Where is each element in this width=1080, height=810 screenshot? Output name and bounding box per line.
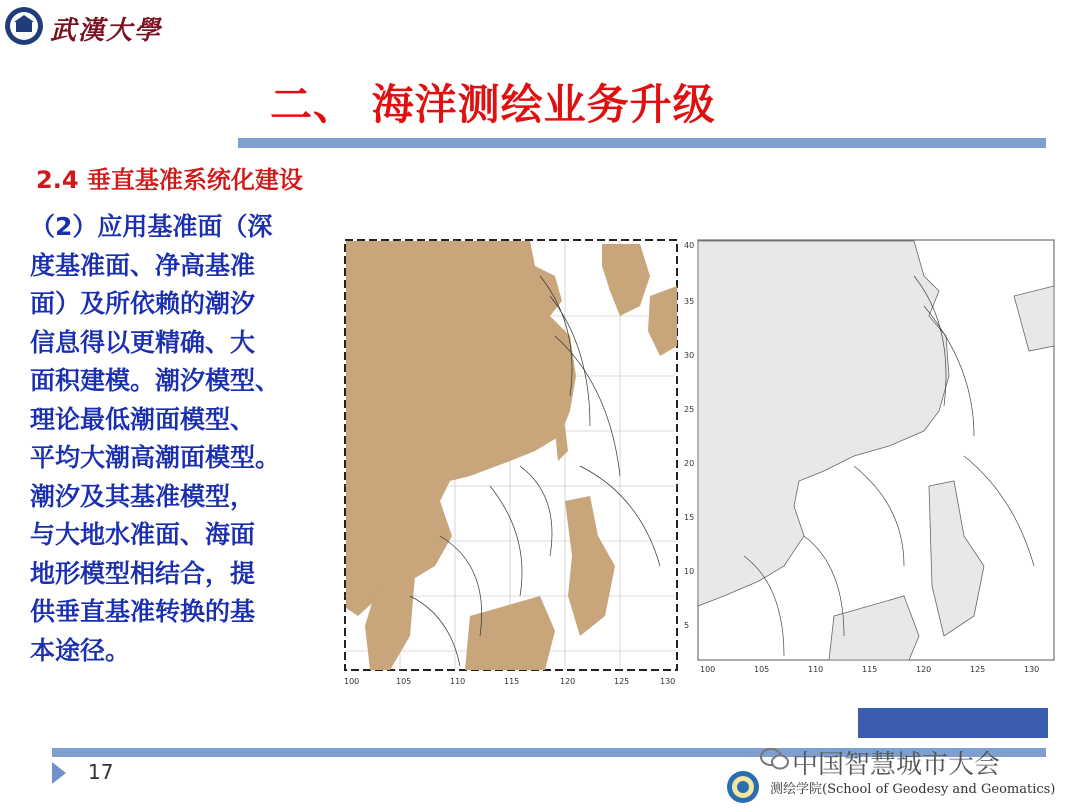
page-number: 17 <box>88 760 114 784</box>
x-tick: 110 <box>808 665 824 674</box>
university-seal-icon <box>4 6 44 46</box>
x-tick: 100 <box>700 665 716 674</box>
page-title: 二、 海洋测绘业务升级 <box>270 80 716 129</box>
blue-footer-box <box>858 708 1048 738</box>
y-tick: 25 <box>684 405 695 414</box>
body-line: 理论最低潮面模型、 <box>30 404 256 434</box>
x-tick: 125 <box>970 665 986 674</box>
y-tick: 40 <box>684 241 695 250</box>
x-tick: 105 <box>754 665 770 674</box>
x-tick: 115 <box>504 677 520 686</box>
x-tick: 130 <box>660 677 676 686</box>
school-seal-icon <box>726 770 760 804</box>
x-tick: 115 <box>862 665 878 674</box>
triangle-arrow-icon <box>52 762 66 784</box>
x-tick: 105 <box>396 677 412 686</box>
body-line: 本途径。 <box>30 635 131 665</box>
body-text <box>30 208 320 670</box>
university-name: 武漢大學 <box>50 16 163 46</box>
y-tick: 35 <box>684 297 695 306</box>
y-tick: 10 <box>684 567 695 576</box>
body-line: 面积建模。潮汐模型、 <box>30 366 281 395</box>
body-line: 度基准面、净高基准 <box>30 250 256 280</box>
body-line: （2）应用基准面（深 <box>30 212 273 241</box>
y-tick: 30 <box>684 351 695 360</box>
x-tick: 120 <box>916 665 932 674</box>
university-logo <box>4 6 174 48</box>
y-tick: 20 <box>684 459 695 468</box>
y-tick: 15 <box>684 513 695 522</box>
body-line: 平均大潮高潮面模型。 <box>30 443 281 472</box>
watermark-text: 中国智慧城市大会 <box>792 750 1001 780</box>
body-line: 潮汐及其基准模型， <box>30 481 256 511</box>
x-tick: 110 <box>450 677 466 686</box>
x-tick: 100 <box>344 677 360 686</box>
body-line: 地形模型相结合，提 <box>30 558 256 588</box>
wechat-icon <box>760 746 790 772</box>
x-tick: 125 <box>614 677 630 686</box>
body-line: 面）及所依赖的潮汐 <box>30 289 256 318</box>
body-line: 与大地水准面、海面 <box>30 520 256 549</box>
section-subtitle: 2.4 垂直基准系统化建设 <box>36 166 303 194</box>
title-divider <box>238 138 1046 148</box>
x-tick: 130 <box>1024 665 1040 674</box>
body-line: 信息得以更精确、大 <box>30 327 256 357</box>
tidal-map-left <box>340 236 682 688</box>
x-tick: 120 <box>560 677 576 686</box>
school-name: 测绘学院(School of Geodesy and Geomatics) <box>770 782 1056 797</box>
y-tick: 5 <box>684 621 690 630</box>
body-line: 供垂直基准转换的基 <box>30 597 256 626</box>
tidal-map-right <box>684 236 1056 676</box>
